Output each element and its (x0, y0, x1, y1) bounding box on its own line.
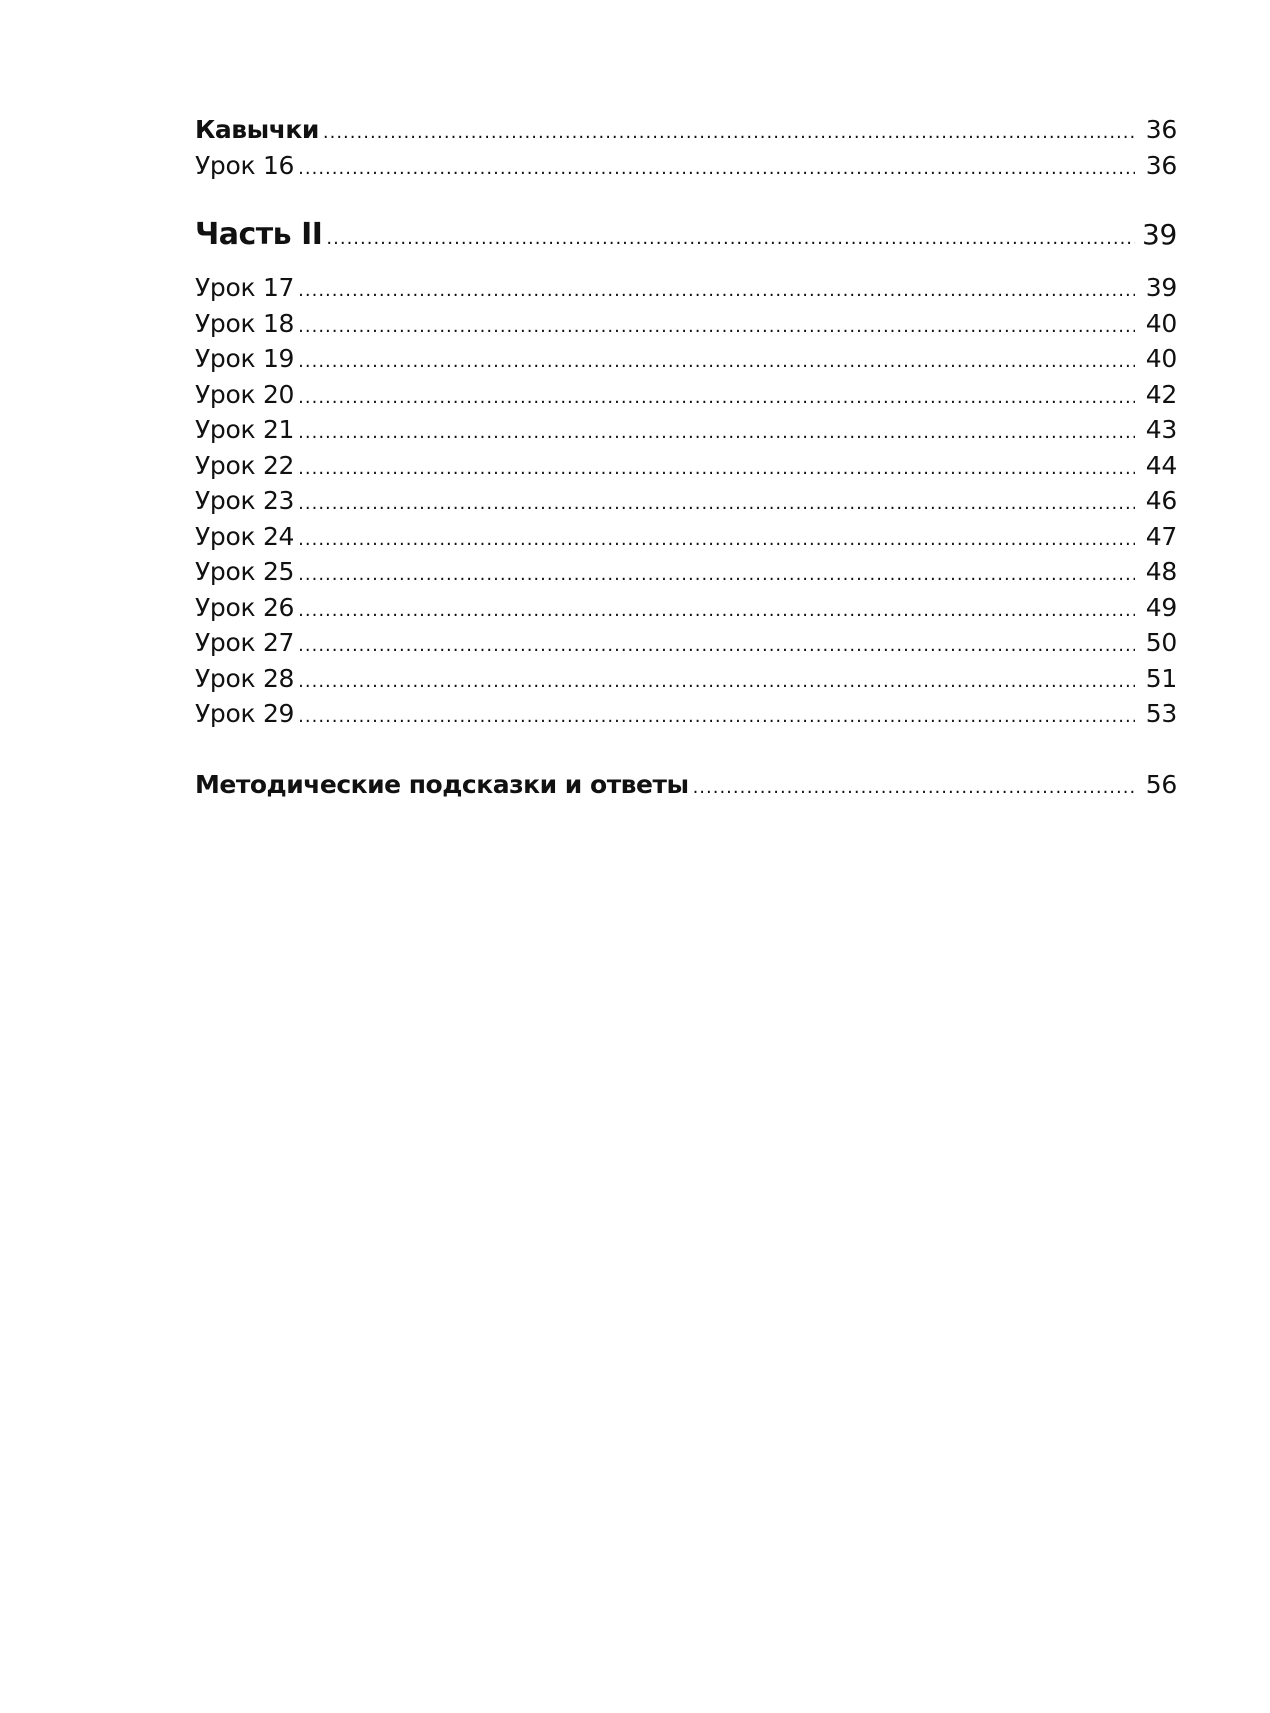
toc-entry-lesson[interactable] (195, 270, 1177, 306)
toc-page-number: 56 (1145, 769, 1177, 799)
toc-entry-label: Урок 19 (195, 344, 295, 373)
toc-entry-label: Урок 16 (195, 150, 295, 180)
dot-leader (298, 344, 1135, 380)
toc-page-number: 43 (1145, 415, 1177, 444)
dot-leader (298, 664, 1135, 700)
dot-leader (298, 486, 1135, 522)
toc-entry-part-2[interactable] (195, 215, 1177, 255)
toc-page-number: 50 (1145, 628, 1177, 657)
toc-entry-label: Урок 18 (195, 308, 295, 338)
toc-entry-lesson[interactable] (195, 483, 1177, 519)
toc-entry-lesson[interactable] (195, 661, 1177, 697)
dot-leader (298, 557, 1135, 593)
toc-entry-label: Урок 21 (195, 415, 295, 444)
dot-leader (323, 115, 1135, 151)
dot-leader (298, 415, 1135, 451)
dot-leader (693, 770, 1135, 806)
toc-entry-lesson[interactable] (195, 448, 1177, 484)
toc-entry-label: Урок 22 (195, 450, 295, 480)
toc-entry-lesson[interactable] (195, 341, 1177, 377)
toc-page-number: 36 (1145, 115, 1177, 144)
dot-leader (298, 273, 1135, 309)
dot-leader (298, 522, 1135, 558)
toc-page-number: 49 (1145, 592, 1177, 622)
toc-page-number: 36 (1145, 150, 1177, 180)
toc-page-number: 44 (1145, 450, 1177, 480)
toc-entry-lesson[interactable] (195, 554, 1177, 590)
dot-leader (298, 151, 1135, 187)
toc-page-number: 46 (1145, 486, 1177, 515)
toc-page-number: 42 (1145, 379, 1177, 409)
dot-leader (298, 309, 1135, 345)
toc-part-label: Часть II (195, 217, 323, 252)
toc-entry-lesson[interactable] (195, 377, 1177, 413)
toc-entry-quotes[interactable] (195, 112, 1177, 148)
toc-entry-label: Урок 26 (195, 592, 295, 622)
toc-page-number: 51 (1145, 663, 1177, 693)
toc-page-number: 40 (1145, 344, 1177, 373)
toc-entry-lesson[interactable] (195, 625, 1177, 661)
toc-lessons-list (195, 270, 1177, 732)
dot-leader (298, 628, 1135, 664)
toc-entry-lesson-16[interactable] (195, 148, 1177, 184)
toc-entry-label: Урок 29 (195, 699, 295, 728)
toc-entry-lesson[interactable] (195, 306, 1177, 342)
toc-page-number: 47 (1145, 521, 1177, 551)
toc-entry-label: Урок 23 (195, 486, 295, 515)
toc-entry-label: Урок 27 (195, 628, 295, 657)
dot-leader (298, 593, 1135, 629)
toc-entry-label: Урок 25 (195, 557, 295, 586)
toc-entry-label: Методические подсказки и ответы (195, 769, 689, 799)
toc-page-number: 39 (1145, 273, 1177, 302)
toc-page-number: 53 (1145, 699, 1177, 728)
toc-entry-lesson[interactable] (195, 590, 1177, 626)
toc-entry-methodical-hints[interactable] (195, 767, 1177, 803)
toc-entry-label: Урок 28 (195, 663, 295, 693)
table-of-contents (195, 112, 1177, 802)
toc-entry-label: Урок 20 (195, 379, 295, 409)
toc-page-number: 40 (1145, 308, 1177, 338)
toc-page-number: 48 (1145, 557, 1177, 586)
toc-entry-label: Урок 24 (195, 521, 295, 551)
toc-entry-lesson[interactable] (195, 696, 1177, 732)
dot-leader (298, 451, 1135, 487)
toc-entry-label: Урок 17 (195, 273, 295, 302)
dot-leader (326, 219, 1135, 259)
dot-leader (298, 699, 1135, 735)
toc-entry-lesson[interactable] (195, 519, 1177, 555)
toc-entry-label: Кавычки (195, 115, 319, 144)
toc-entry-lesson[interactable] (195, 412, 1177, 448)
dot-leader (298, 380, 1135, 416)
toc-page-number: 39 (1141, 218, 1177, 251)
